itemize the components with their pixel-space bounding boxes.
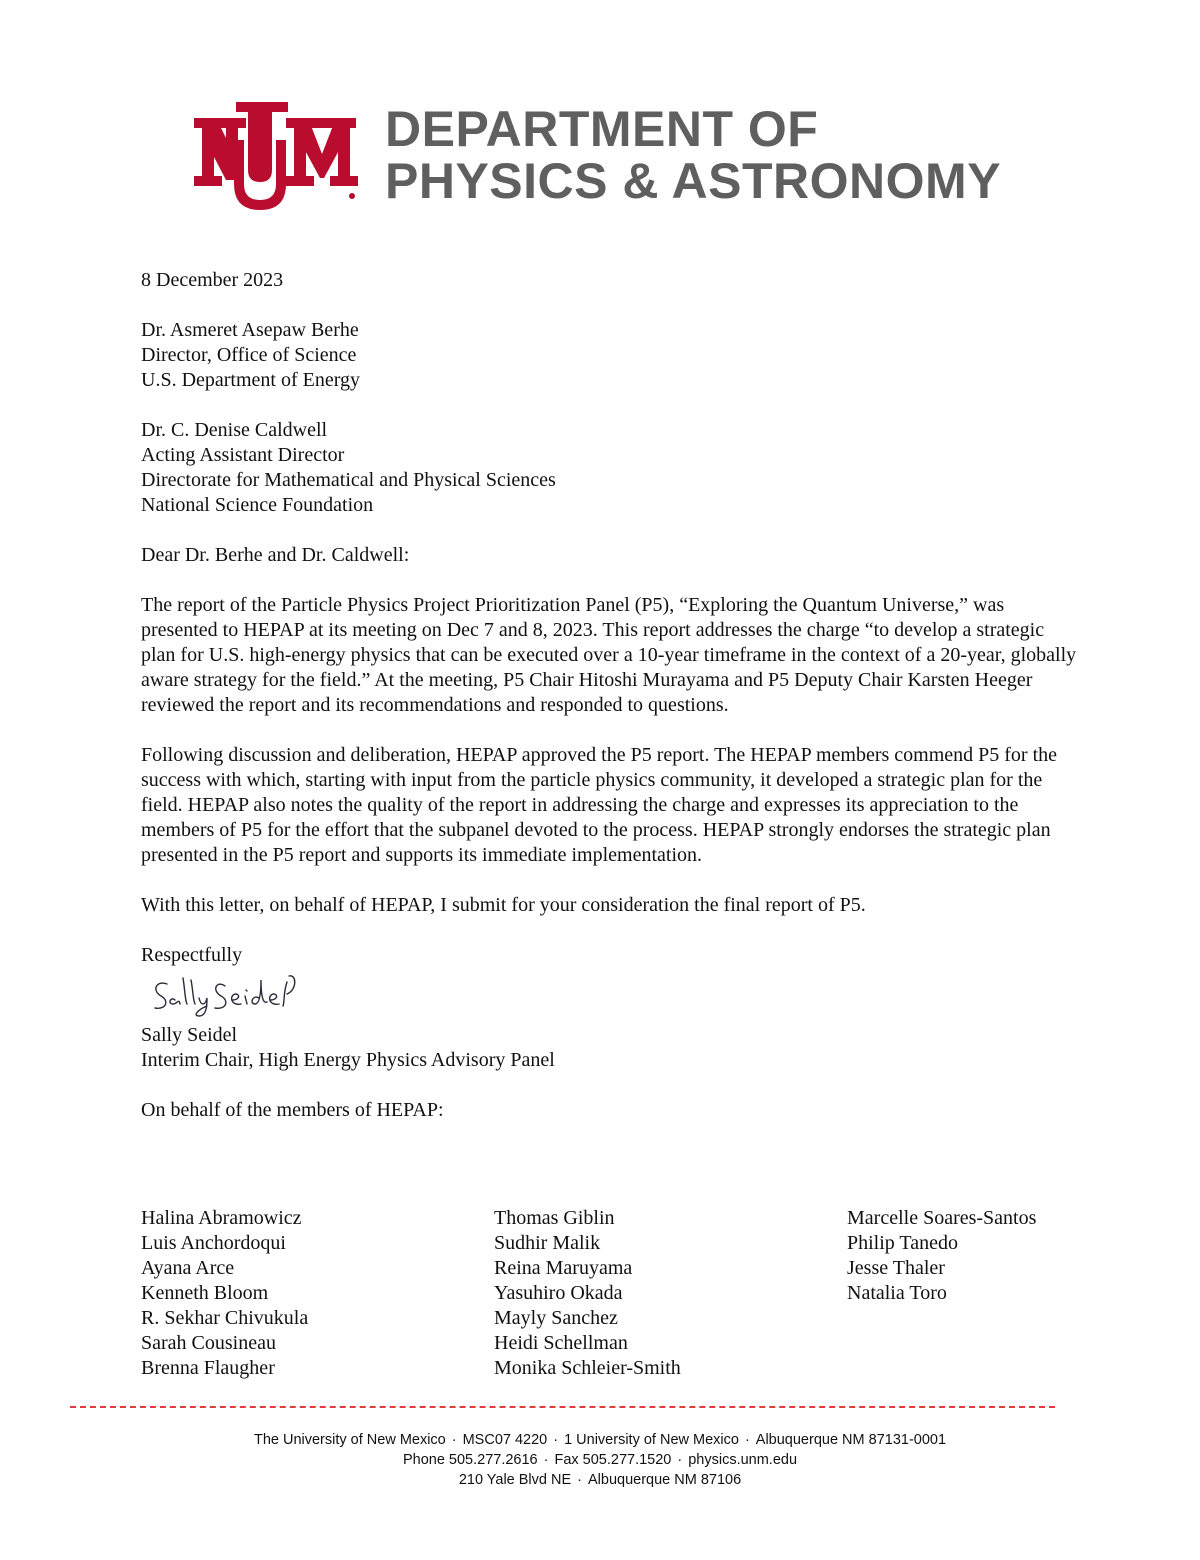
footer-separator: ·: [553, 1432, 559, 1448]
footer-item: The University of New Mexico: [253, 1432, 446, 1448]
footer-line-3: [0, 1470, 1200, 1490]
salutation: Dear Dr. Berhe and Dr. Caldwell:: [141, 544, 410, 566]
list-item: Kenneth Bloom: [141, 1282, 269, 1304]
signature: [141, 968, 1081, 1023]
list-item: Natalia Toro: [847, 1282, 947, 1304]
footer-divider: [70, 1406, 1055, 1408]
footer-separator: ·: [577, 1472, 582, 1488]
signer-title: Interim Chair, High Energy Physics Advisory Panel: [141, 1049, 555, 1071]
footer-separator: ·: [543, 1452, 549, 1468]
footer-item: Phone 505.277.2616: [402, 1452, 538, 1468]
footer-website-link[interactable]: physics.unm.edu: [688, 1452, 798, 1468]
dept-line-1: DEPARTMENT OF: [385, 101, 819, 157]
signer-name: Sally Seidel: [141, 1024, 238, 1046]
list-item: Jesse Thaler: [847, 1257, 945, 1279]
footer-item: Albuquerque NM 87106: [587, 1472, 742, 1488]
list-item: Luis Anchordoqui: [141, 1232, 286, 1254]
recipient-line: Directorate for Mathematical and Physical Sciences: [141, 469, 556, 491]
recipient-line: U.S. Department of Energy: [141, 369, 361, 391]
list-item: Reina Maruyama: [494, 1257, 633, 1279]
department-name: [385, 101, 1002, 209]
paragraph-3: With this letter, on behalf of HEPAP, I submit for your consideration the final report of P5.: [141, 894, 866, 916]
list-item: Halina Abramowicz: [141, 1207, 302, 1229]
footer-item: 210 Yale Blvd NE: [458, 1472, 572, 1488]
footer-separator: ·: [451, 1432, 457, 1448]
list-item: Mayly Sanchez: [494, 1307, 618, 1329]
members-intro: On behalf of the members of HEPAP:: [141, 1099, 444, 1121]
footer-line-1: [0, 1430, 1200, 1450]
footer-separator: ·: [744, 1432, 750, 1448]
recipient-block-1: [141, 318, 1081, 393]
footer-separator: ·: [677, 1452, 683, 1468]
dept-line-2: PHYSICS & ASTRONOMY: [385, 153, 1002, 209]
footer-item: 1 University of New Mexico: [564, 1432, 739, 1448]
paragraph-2: Following discussion and deliberation, HEPAP approved the P5 report. The HEPAP members commend P5 for the success with which, starting with input from the particle physics community, it developed a strategic plan for the field. HEPAP also notes the quality of the report in addressing the charge and expresses its appreciation to the members of P5 for the effort that the subpanel devoted to the process. HEPAP strongly endorses the strategic plan presented in the P5 report and supports its immediate implementation.: [141, 744, 1058, 866]
list-item: Sarah Cousineau: [141, 1332, 276, 1354]
letter-body: [141, 268, 1081, 1123]
members-column-1: [141, 1206, 308, 1381]
footer-item: Albuquerque NM 87131-0001: [755, 1432, 947, 1448]
recipient-line: Dr. Asmeret Asepaw Berhe: [141, 319, 359, 341]
recipient-block-2: [141, 418, 1081, 518]
list-item: Monika Schleier-Smith: [494, 1357, 681, 1379]
list-item: Philip Tanedo: [847, 1232, 959, 1254]
paragraph-1: The report of the Particle Physics Project Prioritization Panel (P5), “Exploring the Quantum Universe,” was presented to HEPAP at its meeting on Dec 7 and 8, 2023. This report addresses the charge “to develop a strategic plan for U.S. high-energy physics that can be executed over a 10-year timeframe in the context of a 20-year, globally aware strategy for the field.” At the meeting, P5 Chair Hitoshi Murayama and P5 Deputy Chair Karsten Heeger reviewed the report and its recommendations and responded to questions.: [141, 594, 1077, 716]
unm-logo-icon: [190, 100, 360, 212]
footer-item: MSC07 4220: [462, 1432, 548, 1448]
recipient-line: Dr. C. Denise Caldwell: [141, 419, 328, 441]
handwritten-signature-icon: [147, 970, 317, 1018]
list-item: R. Sekhar Chivukula: [141, 1307, 309, 1329]
list-item: Brenna Flaugher: [141, 1357, 275, 1379]
closing: Respectfully: [141, 944, 243, 966]
list-item: Marcelle Soares-Santos: [847, 1207, 1037, 1229]
letterhead: [190, 100, 1010, 215]
footer-item: Fax 505.277.1520: [554, 1452, 672, 1468]
members-column-3: [847, 1206, 1036, 1306]
list-item: Sudhir Malik: [494, 1232, 601, 1254]
recipient-line: Acting Assistant Director: [141, 444, 345, 466]
list-item: Yasuhiro Okada: [494, 1282, 623, 1304]
footer-line-2: [0, 1450, 1200, 1470]
letter-date: 8 December 2023: [141, 269, 284, 291]
footer: [0, 1430, 1200, 1490]
list-item: Thomas Giblin: [494, 1207, 615, 1229]
recipient-line: Director, Office of Science: [141, 344, 357, 366]
list-item: Heidi Schellman: [494, 1332, 628, 1354]
members-column-2: [494, 1206, 681, 1381]
list-item: Ayana Arce: [141, 1257, 235, 1279]
recipient-line: National Science Foundation: [141, 494, 374, 516]
